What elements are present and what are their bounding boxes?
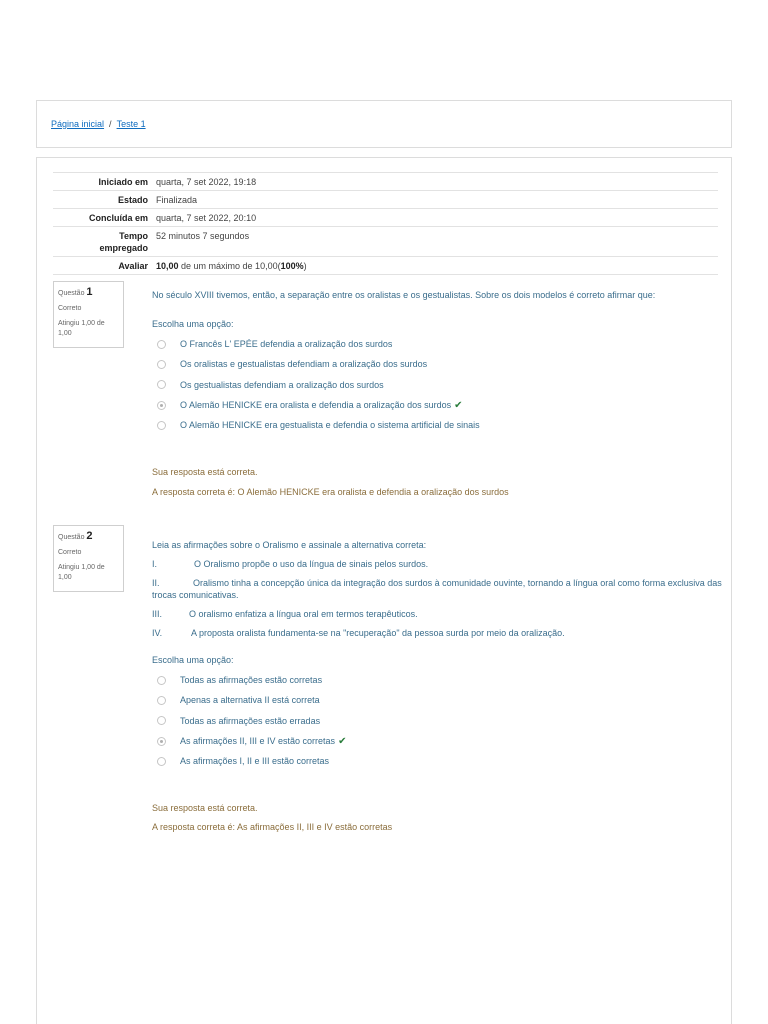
feedback-right-answer: A resposta correta é: O Alemão HENICKE era oralista e defendia a oralização dos surdos: [152, 487, 509, 498]
statement-text: O oralismo enfatiza a língua oral em termos terapêuticos.: [189, 609, 418, 619]
summary-row-grade: [53, 257, 718, 275]
grade-percentage: 100%: [280, 261, 304, 271]
question-number: 2: [86, 530, 93, 542]
breadcrumb-separator: /: [109, 119, 112, 129]
answer-option-selected[interactable]: [152, 395, 722, 415]
breadcrumb: [51, 119, 146, 129]
answer-option[interactable]: [152, 670, 722, 690]
grade-score: 10,00: [156, 261, 179, 271]
summary-row-started: [53, 173, 718, 191]
question-label: Questão: [58, 290, 85, 297]
radio-button[interactable]: [157, 676, 166, 685]
answer-option-label: Todas as afirmações estão erradas: [180, 715, 321, 726]
statement-text: A proposta oralista fundamenta-se na "recuperação" da pessoa surda por meio da oralização.: [191, 628, 565, 638]
check-icon: ✔: [454, 399, 463, 411]
answer-option[interactable]: [152, 751, 722, 771]
answer-option-label: As afirmações I, II e III estão corretas: [180, 756, 330, 767]
breadcrumb-container: [36, 100, 732, 148]
grade-end: ): [303, 261, 307, 271]
statement-number: I.: [152, 559, 158, 569]
statement-item: [152, 627, 722, 639]
answer-option-label: Os gestualistas defendiam a oralização dos surdos: [180, 379, 384, 390]
choose-option-prompt: Escolha uma opção:: [152, 319, 234, 329]
summary-label: Iniciado em: [53, 173, 150, 191]
summary-label: Estado: [53, 191, 150, 209]
answer-option[interactable]: [152, 415, 722, 435]
radio-button[interactable]: [157, 360, 166, 369]
summary-value: 52 minutos 7 segundos: [150, 227, 718, 257]
answer-option[interactable]: [152, 690, 722, 710]
time-label-line1: Tempo: [119, 231, 148, 241]
answer-option[interactable]: [152, 375, 722, 395]
answer-option-label: Todas as afirmações estão corretas: [180, 675, 323, 686]
statement-number: III.: [152, 609, 163, 619]
answer-option[interactable]: [152, 711, 722, 731]
check-icon: ✔: [338, 735, 347, 747]
statement-number: II.: [152, 578, 160, 588]
radio-button[interactable]: [157, 716, 166, 725]
summary-label: Avaliar: [53, 257, 150, 275]
radio-button-checked[interactable]: [157, 737, 166, 746]
radio-button[interactable]: [157, 696, 166, 705]
statement-number: IV.: [152, 628, 163, 638]
answer-option-label: As afirmações II, III e IV estão corretas: [180, 736, 336, 747]
question-info-2: [53, 525, 124, 592]
question-info-1: [53, 281, 124, 348]
answer-options: [152, 670, 722, 771]
radio-button-checked[interactable]: [157, 401, 166, 410]
summary-row-finished: [53, 209, 718, 227]
answer-option-selected[interactable]: [152, 731, 722, 751]
breadcrumb-current-link[interactable]: Teste 1: [116, 119, 146, 129]
answer-options: [152, 334, 722, 435]
feedback-status: Sua resposta está correta.: [152, 467, 258, 478]
feedback-right-answer: A resposta correta é: As afirmações II, III e IV estão corretas: [152, 822, 393, 833]
summary-row-state: [53, 191, 718, 209]
summary-value: quarta, 7 set 2022, 19:18: [150, 173, 718, 191]
question-status: Correto: [58, 305, 82, 312]
statement-text: Oralismo tinha a concepção única da integração dos surdos à comunidade ouvinte, tornando a língua oral como forma exclusiva das trocas comunicativas.: [152, 578, 722, 600]
question-status: Correto: [58, 549, 82, 556]
time-label-line2: empregado: [99, 243, 148, 253]
question-number: 1: [86, 286, 93, 298]
summary-value: Finalizada: [150, 191, 718, 209]
statement-item: [152, 577, 722, 601]
question-mark: Atingiu 1,00 de 1,00: [58, 320, 105, 337]
radio-button[interactable]: [157, 421, 166, 430]
radio-button[interactable]: [157, 380, 166, 389]
answer-option-label: O Francês L' EPÉE defendia a oralização dos surdos: [180, 339, 393, 350]
statement-item: [152, 558, 722, 570]
answer-option-label: O Alemão HENICKE era oralista e defendia a oralização dos surdos: [180, 400, 452, 411]
breadcrumb-home-link[interactable]: Página inicial: [51, 119, 105, 129]
question-content-1: [152, 289, 722, 498]
answer-option-label: O Alemão HENICKE era gestualista e defendia o sistema artificial de sinais: [180, 420, 480, 431]
grade-max-text: de um máximo de 10,00(: [178, 261, 281, 271]
answer-option-label: Os oralistas e gestualistas defendiam a oralização dos surdos: [180, 359, 428, 370]
question-content-2: [152, 539, 722, 833]
summary-value: quarta, 7 set 2022, 20:10: [150, 209, 718, 227]
question-text: Leia as afirmações sobre o Oralismo e assinale a alternativa correta:: [152, 540, 427, 550]
attempt-review: [36, 157, 732, 1024]
statement-text: O Oralismo propõe o uso da língua de sinais pelos surdos.: [194, 559, 429, 569]
summary-label: [53, 227, 150, 257]
question-mark: Atingiu 1,00 de 1,00: [58, 564, 105, 581]
statement-item: [152, 608, 722, 620]
choose-option-prompt: Escolha uma opção:: [152, 655, 234, 665]
answer-option[interactable]: [152, 334, 722, 354]
radio-button[interactable]: [157, 340, 166, 349]
answer-option[interactable]: [152, 354, 722, 374]
attempt-summary-table: [53, 172, 718, 275]
answer-option-label: Apenas a alternativa II está correta: [180, 695, 320, 706]
summary-value: [150, 257, 718, 275]
question-label: Questão: [58, 534, 85, 541]
summary-label: Concluída em: [53, 209, 150, 227]
question-text: No século XVIII tivemos, então, a separação entre os oralistas e os gestualistas. Sobre os dois modelos é correto afirmar que:: [152, 290, 656, 300]
summary-row-time: [53, 227, 718, 257]
feedback-status: Sua resposta está correta.: [152, 803, 258, 814]
radio-button[interactable]: [157, 757, 166, 766]
